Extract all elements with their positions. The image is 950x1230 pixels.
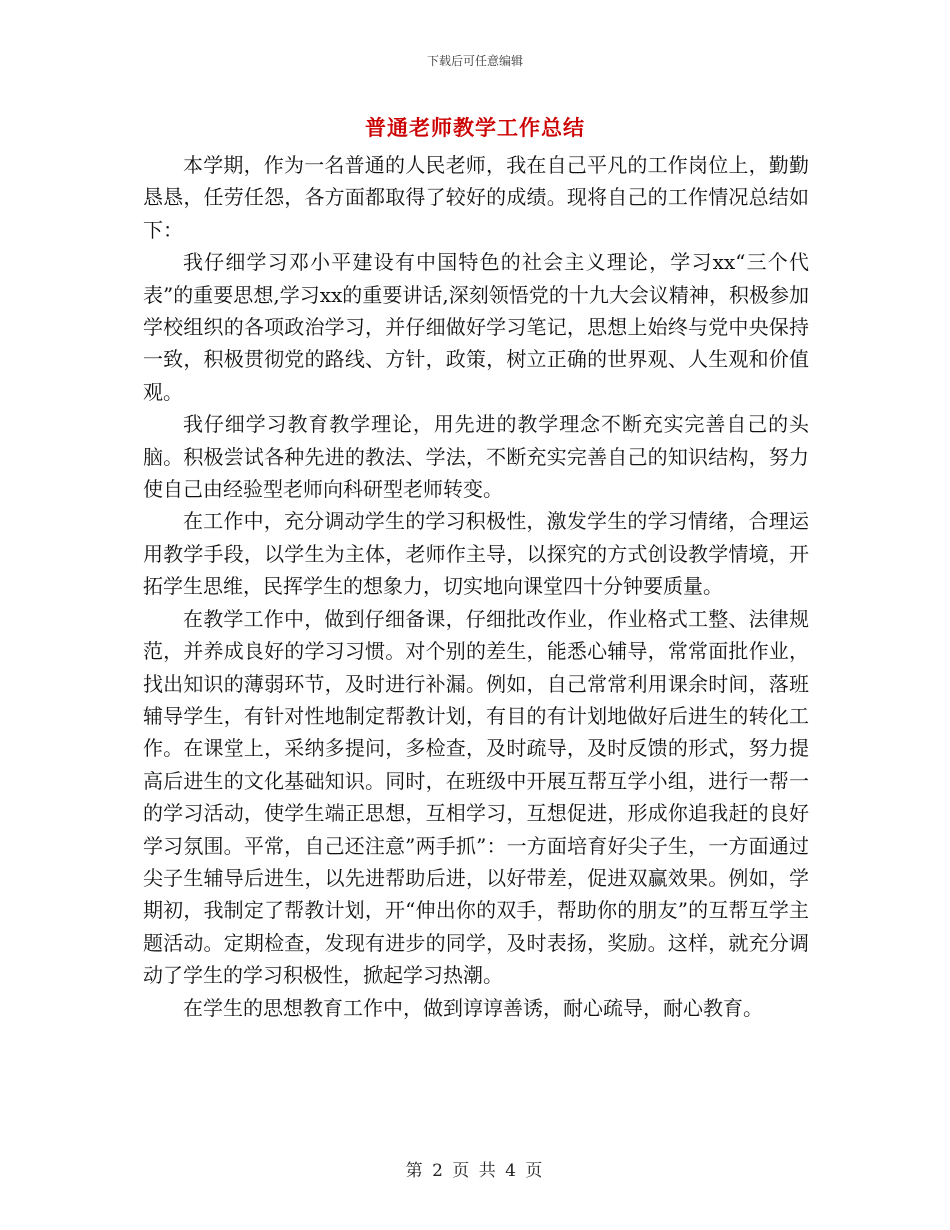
header-note: 下载后可任意编辑 [426,54,523,68]
paragraph-intro: 本学期，作为一名普通的人民老师，我在自己平凡的工作岗位上，勤勤恳恳，任劳任怨，各方面都取得了较好的成绩。现将自己的工作情况总结如下： [143,153,809,242]
paragraph-moral-education: 在学生的思想教育工作中，做到谆谆善诱，耐心疏导，耐心教育。 [183,995,763,1020]
paragraph-political-study: 我仔细学习邓小平建设有中国特色的社会主义理论，学习xx“三个代表”的重要思想,学习xx的重要讲话,深刻领悟党的十九大会议精神，积极参加学校组织的各项政治学习，并仔细做好学习笔记，思想上始终与党中央保持一致，积极贯彻党的路线、方针，政策，树立正确的世界观、人生观和价值观。 [143,250,809,404]
document-body [143,149,809,1024]
document-title: 普通老师教学工作总结 [365,116,585,140]
page-number-footer: 第 2 页 共 4 页 [405,1161,545,1181]
paragraph-theory-study: 我仔细学习教育教学理论，用先进的教学理念不断充实完善自己的头脑。积极尝试各种先进的教法、学法，不断充实完善自己的知识结构，努力使自己由经验型老师向科研型老师转变。 [143,412,809,502]
paragraph-classroom-work: 在工作中，充分调动学生的学习积极性，激发学生的学习情绪，合理运用教学手段，以学生为主体，老师作主导，以探究的方式创设教学情境，开拓学生思维，民挥学生的想象力，切实地向课堂四十分钟要质量。 [143,509,809,599]
paragraph-teaching-work: 在教学工作中，做到仔细备课，仔细批改作业，作业格式工整、法律规范，并养成良好的学习习惯。对个别的差生，能悉心辅导，常常面批作业，找出知识的薄弱环节，及时进行补漏。例如，自己常常利用课余时间，落班辅导学生，有针对性地制定帮教计划，有目的有计划地做好后进生的转化工作。在课堂上，采纳多提问，多检查，及时疏导，及时反馈的形式，努力提高后进生的文化基础知识。同时，在班级中开展互帮互学小组，进行一帮一的学习活动，使学生端正思想，互相学习，互想促进，形成你追我赶的良好学习氛围。平常，自己还注意”两手抓”：一方面培育好尖子生，一方面通过尖子生辅导后进生，以先进帮助后进，以好带差，促进双赢效果。例如，学期初，我制定了帮教计划，开“伸出你的双手，帮助你的朋友”的互帮互学主题活动。定期检查，发现有进步的同学，及时表扬，奖励。这样，就充分调动了学生的学习积极性，掀起学习热潮。 [143,606,809,988]
